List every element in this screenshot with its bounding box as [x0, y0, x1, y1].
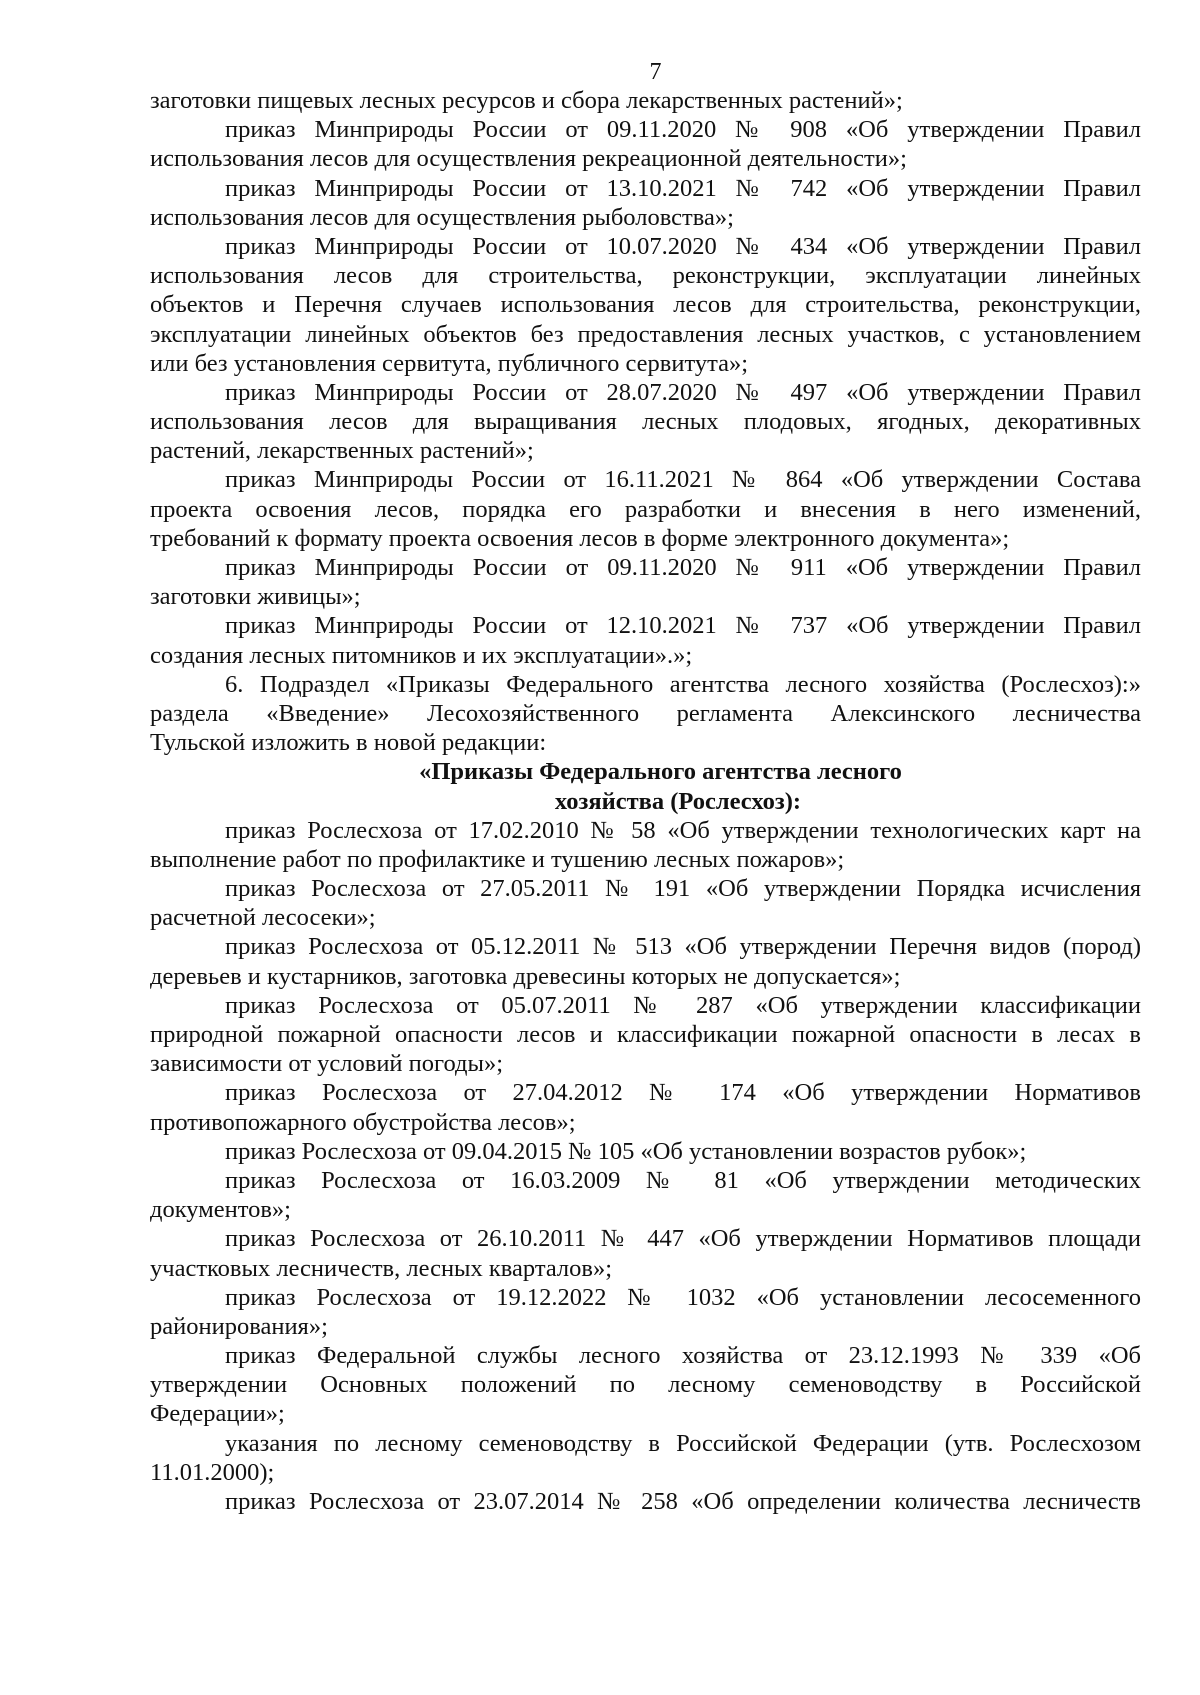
- text-line: приказ Федеральной службы лесного хозяйства от 23.12.1993 № 339 «Об: [225, 1342, 1141, 1370]
- text-line: приказ Минприроды России от 28.07.2020 № 497 «Об утверждении Правил: [225, 378, 1141, 406]
- text-line: использования лесов для осуществления рыболовства»;: [150, 203, 734, 231]
- text-line: природной пожарной опасности лесов и классификации пожарной опасности в лесах в: [150, 1021, 1141, 1048]
- text-line: приказ Рослесхоза от 05.12.2011 № 513 «Об утверждении Перечня видов (пород): [225, 933, 1141, 961]
- text-line: объектов и Перечня случаев использования лесов для строительства, реконструкции,: [150, 291, 1141, 319]
- text-line: создания лесных питомников и их эксплуатации».»;: [150, 641, 693, 669]
- section-heading-line: «Приказы Федерального агентства лесного: [419, 758, 902, 786]
- text-line: или без установления сервитута, публичного сервитута»;: [150, 349, 749, 377]
- text-line: районирования»;: [150, 1312, 328, 1340]
- text-line: раздела «Введение» Лесохозяйственного регламента Алексинского лесничества: [150, 699, 1141, 727]
- text-line: зависимости от условий погоды»;: [150, 1050, 504, 1078]
- text-line: заготовки пищевых лесных ресурсов и сбора лекарственных растений»;: [150, 87, 903, 114]
- text-line: выполнение работ по профилактике и тушению лесных пожаров»;: [150, 845, 845, 873]
- text-line: использования лесов для выращивания лесных плодовых, ягодных, декоративных: [150, 408, 1141, 436]
- text-line: приказ Рослесхоза от 26.10.2011 № 447 «Об утверждении Нормативов площади: [225, 1225, 1141, 1253]
- text-line: заготовки живицы»;: [150, 583, 361, 611]
- text-line: приказ Рослесхоза от 27.04.2012 № 174 «Об утверждении Нормативов: [225, 1079, 1141, 1107]
- text-line: приказ Рослесхоза от 05.07.2011 № 287 «Об утверждении классификации: [225, 991, 1141, 1019]
- text-line: проекта освоения лесов, порядка его разработки и внесения в него изменений,: [150, 495, 1141, 523]
- text-line: использования лесов для строительства, реконструкции, эксплуатации линейных: [150, 262, 1141, 290]
- text-line: 11.01.2000);: [150, 1458, 275, 1486]
- text-line: приказ Рослесхоза от 19.12.2022 № 1032 «Об установлении лесосеменного: [225, 1283, 1141, 1311]
- section-heading-line: хозяйства (Рослесхоз):: [554, 787, 802, 815]
- text-line: эксплуатации линейных объектов без предоставления лесных участков, с установлением: [150, 320, 1141, 348]
- text-line: деревьев и кустарников, заготовка древесины которых не допускается»;: [150, 962, 901, 990]
- text-line: Федерации»;: [150, 1400, 285, 1428]
- text-line: приказ Минприроды России от 13.10.2021 № 742 «Об утверждении Правил: [225, 174, 1141, 202]
- text-line: приказ Минприроды России от 09.11.2020 № 908 «Об утверждении Правил: [225, 116, 1141, 144]
- text-line: 6. Подраздел «Приказы Федерального агентства лесного хозяйства (Рослесхоз):»: [225, 670, 1141, 698]
- text-line: требований к формату проекта освоения лесов в форме электронного документа»;: [150, 524, 1010, 552]
- text-line: приказ Минприроды России от 16.11.2021 № 864 «Об утверждении Состава: [225, 466, 1141, 494]
- text-line: Тульской изложить в новой редакции:: [150, 729, 547, 757]
- document-page: [150, 58, 1141, 1516]
- text-line: приказ Рослесхоза от 23.07.2014 № 258 «Об определении количества лесничеств: [225, 1488, 1141, 1515]
- text-line: приказ Минприроды России от 12.10.2021 № 737 «Об утверждении Правил: [225, 612, 1141, 640]
- text-line: указания по лесному семеноводству в Российской Федерации (утв. Рослесхозом: [225, 1429, 1141, 1457]
- text-line: документов»;: [150, 1196, 291, 1224]
- text-line: приказ Рослесхоза от 16.03.2009 № 81 «Об утверждении методических: [225, 1166, 1141, 1194]
- text-line: расчетной лесосеки»;: [150, 904, 376, 932]
- text-line: растений, лекарственных растений»;: [150, 437, 534, 465]
- text-line: приказ Рослесхоза от 27.05.2011 № 191 «Об утверждении Порядка исчисления: [225, 875, 1141, 903]
- text-line: участковых лесничеств, лесных кварталов»;: [150, 1254, 613, 1282]
- text-line: приказ Минприроды России от 09.11.2020 № 911 «Об утверждении Правил: [225, 554, 1141, 581]
- text-line: использования лесов для осуществления рекреационной деятельности»;: [150, 145, 907, 173]
- text-line: противопожарного обустройства лесов»;: [150, 1108, 576, 1136]
- page-number: 7: [649, 59, 662, 85]
- text-line: приказ Рослесхоза от 17.02.2010 № 58 «Об утверждении технологических карт на: [225, 816, 1141, 844]
- text-line: приказ Минприроды России от 10.07.2020 № 434 «Об утверждении Правил: [225, 232, 1141, 260]
- document-body: [150, 86, 1141, 1516]
- text-line: приказ Рослесхоза от 09.04.2015 № 105 «Об установлении возрастов рубок»;: [225, 1137, 1027, 1165]
- text-line: утверждении Основных положений по лесному семеноводству в Российской: [150, 1371, 1141, 1399]
